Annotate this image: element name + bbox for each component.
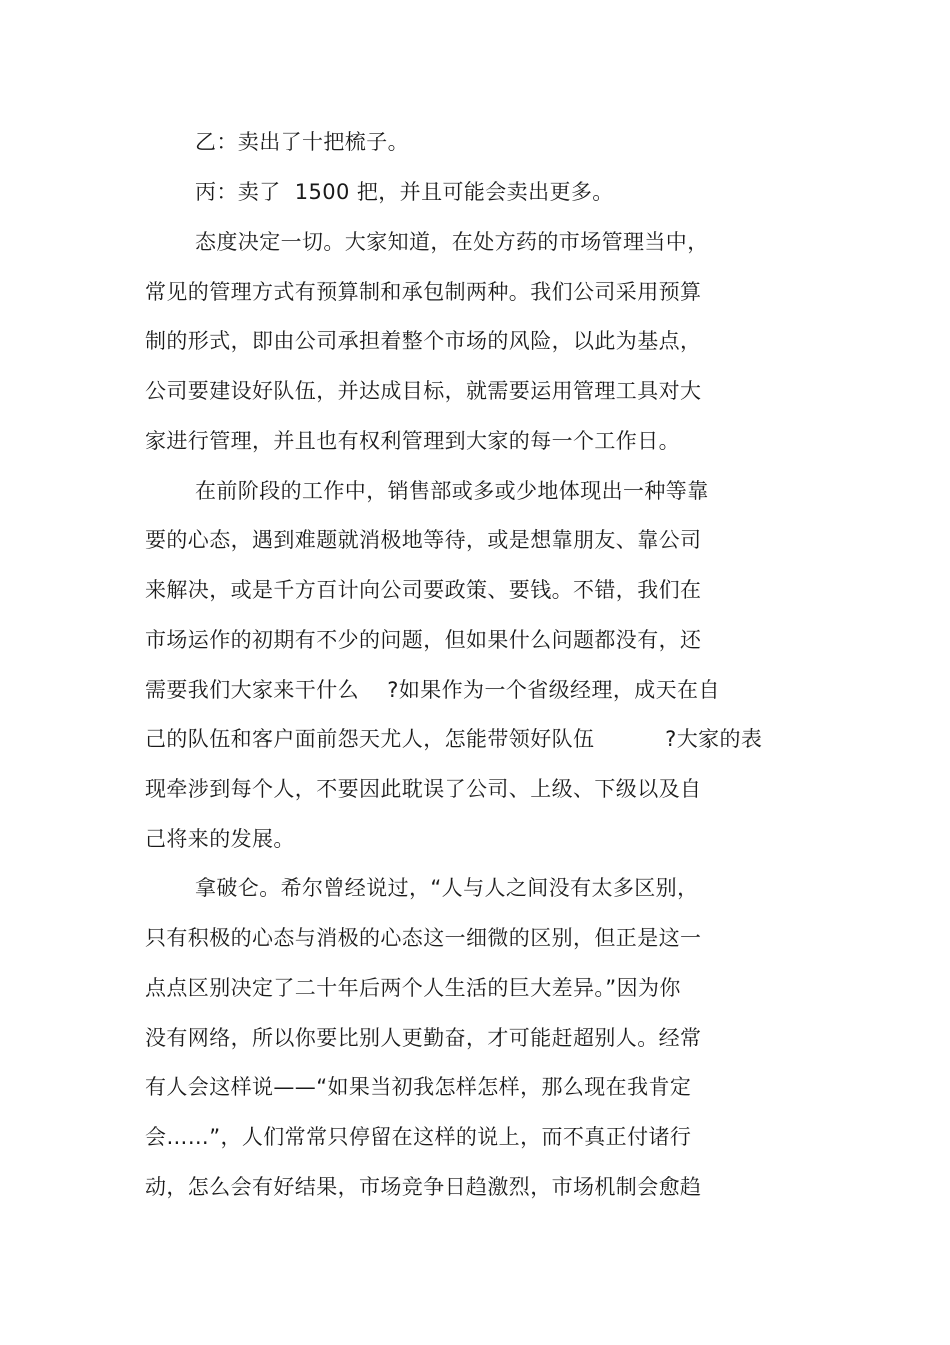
text-line: 乙：卖出了十把梳子。 (195, 130, 409, 154)
text-line: 有人会这样说——“如果当初我怎样怎样，那么现在我肯定 (145, 1075, 692, 1099)
text-line: 现牵涉到每个人，不要因此耽误了公司、上级、下级以及自 (145, 777, 702, 801)
text-line: 常见的管理方式有预算制和承包制两种。我们公司采用预算 (145, 280, 702, 304)
text-line: 己的队伍和客户面前怨天尤人，怎能带领好队伍 ?大家的表 (145, 727, 763, 751)
text-line: 家进行管理，并且也有权利管理到大家的每一个工作日。 (145, 429, 680, 453)
text-line: 丙：卖了 1500 把，并且可能会卖出更多。 (195, 180, 614, 204)
text-line: 制的形式，即由公司承担着整个市场的风险，以此为基点， (145, 329, 702, 353)
paragraph-first-line: 拿破仑。希尔曾经说过，“人与人之间没有太多区别， (195, 876, 699, 900)
paragraph-first-line: 态度决定一切。大家知道，在处方药的市场管理当中， (195, 230, 709, 254)
text-line: 己将来的发展。 (145, 827, 295, 851)
text-line: 来解决，或是千方百计向公司要政策、要钱。不错，我们在 (145, 578, 702, 602)
text-line: 动，怎么会有好结果，市场竞争日趋激烈，市场机制会愈趋 (145, 1175, 702, 1199)
text-line: 没有网络，所以你要比别人更勤奋，才可能赶超别人。经常 (145, 1026, 702, 1050)
text-line: 需要我们大家来干什么 ?如果作为一个省级经理，成天在自 (145, 678, 720, 702)
text-line: 点点区别决定了二十年后两个人生活的巨大差异。”因为你 (145, 976, 681, 1000)
text-line: 要的心态，遇到难题就消极地等待，或是想靠朋友、靠公司 (145, 528, 702, 552)
text-line: 市场运作的初期有不少的问题，但如果什么问题都没有，还 (145, 628, 702, 652)
text-line: 公司要建设好队伍，并达成目标，就需要运用管理工具对大 (145, 379, 702, 403)
paragraph-first-line: 在前阶段的工作中，销售部或多或少地体现出一种等靠 (195, 479, 709, 503)
text-line: 会……”，人们常常只停留在这样的说上，而不真正付诸行 (145, 1125, 692, 1149)
text-line: 只有积极的心态与消极的心态这一细微的区别，但正是这一 (145, 926, 702, 950)
